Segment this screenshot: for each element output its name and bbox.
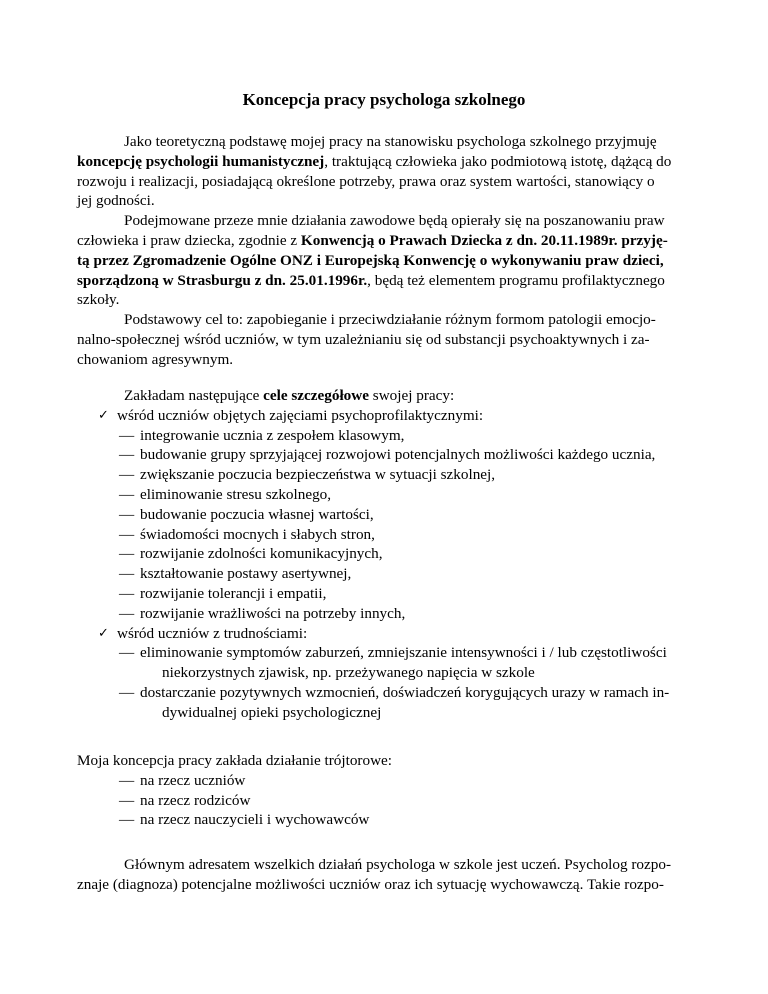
tripartite-lead: Moja koncepcja pracy zakłada działanie trójtorowe: [77, 752, 392, 769]
goal-group-difficulties: ✓ wśród uczniów z trudnościami: [98, 624, 308, 642]
intro-section [77, 132, 691, 370]
goal-group-prevention: ✓ wśród uczniów objętych zajęciami psychoprofilaktycznymi: [98, 406, 484, 424]
goal-group-prevention-list [77, 426, 691, 624]
intro-p2-line5: szkoły. [77, 291, 120, 309]
intro-p3-line2: nalno-społecznej wśród uczniów, w tym uzależnianiu się od substancji psychoaktywnych i za- [77, 330, 650, 348]
checkmark-icon: ✓ [98, 407, 109, 423]
list-item: — integrowanie ucznia z zespołem klasowym, [119, 426, 405, 444]
dash-bullet: — [119, 565, 135, 583]
list-item: — budowanie poczucia własnej wartości, [119, 505, 374, 523]
list-item: — na rzecz uczniów [119, 771, 246, 789]
intro-p3-line1: Podstawowy cel to: zapobieganie i przeciwdziałanie różnym formom patologii emocjo- [124, 311, 656, 329]
dash-bullet: — [119, 604, 135, 622]
tripartite-list [77, 771, 691, 830]
dash-bullet: — [119, 505, 135, 523]
intro-p3-line3: chowaniom agresywnym. [77, 350, 234, 368]
tripartite-section [77, 751, 691, 830]
list-item: — budowanie grupy sprzyjającej rozwojowi potencjalnych możliwości każdego ucznia, [119, 446, 656, 464]
intro-p1-line2: koncepcję psychologii humanistycznej, traktującą człowieka jako podmiotową istotę, dążącą do [77, 152, 672, 170]
list-item: — dostarczanie pozytywnych wzmocnień, doświadczeń korygujących urazy w ramach in- dywidualnej opieki psychologicznej [119, 683, 670, 721]
checkmark-icon: ✓ [98, 625, 109, 641]
specific-goals-term: cele szczegółowe [263, 387, 369, 404]
list-item: — na rzecz nauczycieli i wychowawców [119, 811, 370, 829]
dash-bullet: — [119, 771, 135, 789]
list-item: — zwiększanie poczucia bezpieczeństwa w sytuacji szkolnej, [119, 466, 496, 484]
goals-section [77, 386, 691, 723]
intro-p2-line2: człowieka i praw dziecka, zgodnie z Konwencją o Prawach Dziecka z dn. 20.11.1989r. przyję- [77, 231, 668, 249]
dash-bullet: — [119, 485, 135, 503]
convention-reference: Konwencją o Prawach Dziecka z dn. 20.11.1989r. przyję- [300, 231, 668, 249]
dash-bullet: — [119, 525, 135, 543]
dash-bullet: — [119, 683, 135, 701]
closing-section [77, 855, 691, 895]
dash-bullet: — [119, 811, 135, 829]
dash-bullet: — [119, 446, 135, 464]
closing-line2: znaje (diagnoza) potencjalne możliwości uczniów oraz ich sytuację wychowawczą. Takie rozpo- [77, 875, 664, 893]
dash-bullet: — [119, 644, 135, 662]
intro-p1-line4: jej godności. [77, 192, 155, 210]
dash-bullet: — [119, 791, 135, 809]
list-item: — rozwijanie zdolności komunikacyjnych, [119, 545, 383, 563]
intro-p1-line1: Jako teoretyczną podstawę mojej pracy na stanowisku psychologa szkolnego przyjmuję [124, 133, 657, 150]
closing-line1: Głównym adresatem wszelkich działań psychologa w szkole jest uczeń. Psycholog rozpo- [124, 856, 672, 873]
list-item: — rozwijanie tolerancji i empatii, [119, 584, 327, 602]
list-item: — kształtowanie postawy asertywnej, [119, 565, 352, 583]
list-item: — świadomości mocnych i słabych stron, [119, 525, 375, 543]
dash-bullet: — [119, 426, 135, 444]
intro-p2-line3: tą przez Zgromadzenie Ogólne ONZ i Europejską Konwencję o wykonywaniu praw dzieci, [77, 251, 664, 269]
document-title: Koncepcja pracy psychologa szkolnego [242, 90, 526, 109]
goals-lead: Zakładam następujące cele szczegółowe swojej pracy: [124, 387, 455, 404]
intro-p2-line1: Podejmowane przeze mnie działania zawodowe będą opierały się na poszanowaniu praw [124, 212, 665, 230]
list-item: — eliminowanie stresu szkolnego, [119, 485, 332, 503]
intro-p1-line3: rozwoju i realizacji, posiadającą określone potrzeby, prawa oraz system wartości, stanowiący o [77, 172, 655, 190]
list-item: — na rzecz rodziców [119, 791, 251, 809]
intro-p2-line4: sporządzoną w Strasburgu z dn. 25.01.1996r., będą też elementem programu profilaktycznego [77, 271, 665, 289]
humanistic-psychology-term: koncepcję psychologii humanistycznej [77, 152, 325, 170]
list-item: — eliminowanie symptomów zaburzeń, zmniejszanie intensywności i / lub częstotliwości niekorzystnych zjawisk, np. przeżywanego napięcia w szkole [119, 644, 667, 682]
dash-bullet: — [119, 584, 135, 602]
list-item: — rozwijanie wrażliwości na potrzeby innych, [119, 604, 406, 622]
dash-bullet: — [119, 545, 135, 563]
dash-bullet: — [119, 466, 135, 484]
